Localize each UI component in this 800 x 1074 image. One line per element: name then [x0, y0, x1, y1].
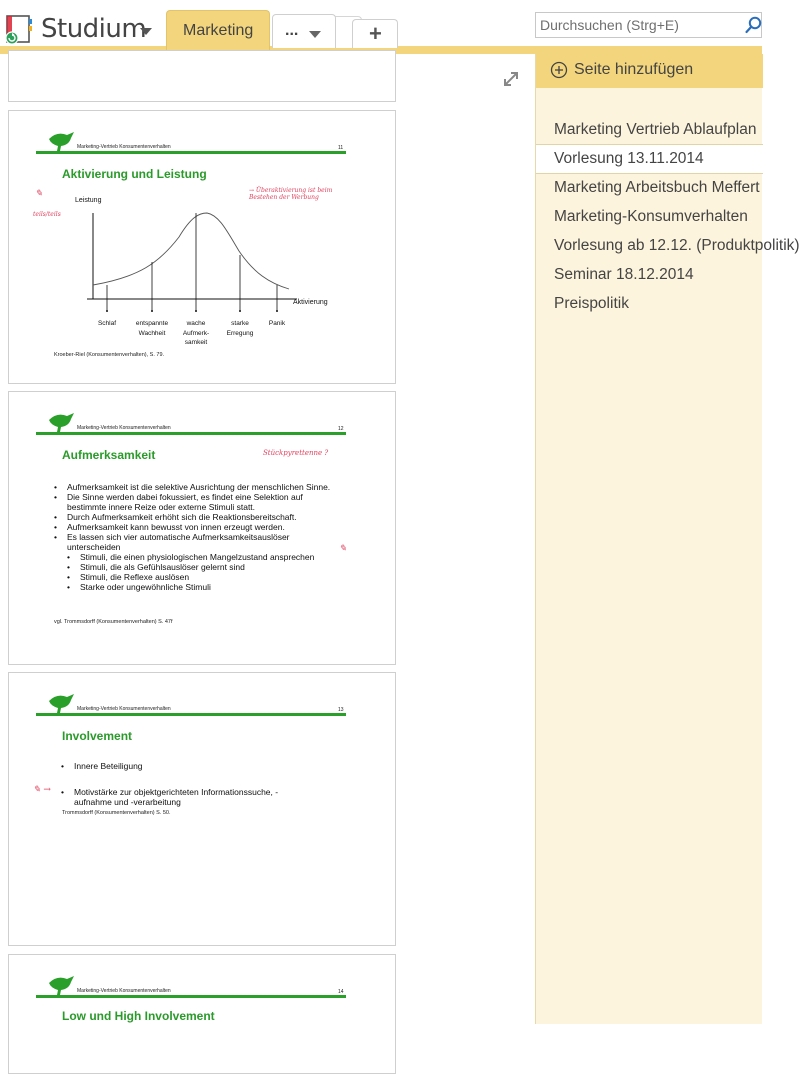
- slide-reference: vgl. Trommsdorff (Konsumentenverhalten) S. 47f: [54, 619, 173, 625]
- activation-performance-chart: [79, 207, 309, 317]
- slide-printout: [8, 50, 396, 102]
- ink-mark: ✎: [339, 544, 347, 554]
- page-list-item[interactable]: Vorlesung 13.11.2014: [554, 150, 704, 167]
- ink-mark: ✎: [35, 189, 43, 199]
- chart-x-label: Aktivierung: [293, 299, 328, 306]
- slide-header-text: Marketing-Vertrieb Konsumentenverhalten: [77, 144, 171, 150]
- bird-logo-icon: [47, 129, 77, 153]
- chart-category-label-line: entspannte: [135, 320, 169, 327]
- chart-curve: [93, 213, 289, 289]
- chart-category-label-line: Aufmerk-: [182, 329, 210, 337]
- search-input[interactable]: [536, 13, 736, 37]
- bullet-item: • Durch Aufmerksamkeit erhöht sich die Reaktionsbereitschaft.: [54, 512, 344, 522]
- more-sections-label: ...: [285, 22, 299, 39]
- chart-category-label: [247, 319, 307, 329]
- bullet-item: • Die Sinne werden dabei fokussiert, es findet eine Selektion auf bestimmte innere Reize oder externe Stimuli statt.: [54, 492, 344, 512]
- add-page-label: Seite hinzufügen: [574, 61, 694, 78]
- search-icon[interactable]: [745, 16, 763, 34]
- bird-logo-icon: [47, 410, 77, 434]
- page-list-item[interactable]: Vorlesung ab 12.12. (Produktpolitik): [554, 237, 800, 254]
- notebook-icon[interactable]: [3, 14, 35, 46]
- slide-printout: [8, 954, 396, 1074]
- slide-header-line: [36, 151, 346, 154]
- page-list-panel: [535, 54, 800, 1024]
- chart-category-label-line: starke: [231, 320, 249, 327]
- sub-bullet-item: • Stimuli, die einen physiologischen Mangelzustand ansprechen: [54, 552, 344, 562]
- chart-y-label: Leistung: [75, 197, 102, 204]
- slide-title: Involvement: [62, 729, 133, 743]
- bullet-item: • Es lassen sich vier automatische Aufmerksamkeitsauslöser unterscheiden: [54, 532, 344, 552]
- chart-marker-dot: [276, 310, 278, 312]
- slide-title: Aufmerksamkeit: [62, 448, 156, 462]
- bullet-item: • Aufmerksamkeit ist die selektive Ausrichtung der menschlichen Sinne.: [54, 482, 344, 492]
- expand-icon[interactable]: [502, 70, 520, 88]
- ink-mark: ✎ →: [33, 785, 51, 795]
- notebook-dropdown-icon[interactable]: [140, 28, 152, 35]
- chart-category-label-line: Schlaf: [97, 320, 117, 327]
- page-list-item[interactable]: Marketing Arbeitsbuch Meffert: [554, 179, 760, 196]
- chart-category-labels: [79, 319, 309, 355]
- slide-title: Low und High Involvement: [62, 1009, 215, 1023]
- slide-header-text: Marketing-Vertrieb Konsumentenverhalten: [77, 706, 171, 712]
- chart-category-label-line: Wachheit: [138, 329, 166, 337]
- bullet-item: • Motivstärke zur objektgerichteten Informationssuche, -aufnahme und -verarbeitung: [61, 787, 301, 807]
- tab-marketing-label: Marketing: [183, 22, 254, 39]
- bullet-list: [54, 482, 344, 592]
- slide-number: 13: [338, 707, 344, 713]
- slide-title: Aktivierung und Leistung: [62, 167, 207, 181]
- tab-marketing[interactable]: [166, 10, 270, 50]
- chart-category-label-line: samkeit: [184, 339, 208, 346]
- slide-printout: [8, 110, 396, 384]
- search-box[interactable]: [535, 12, 762, 38]
- bullet-item: • Innere Beteiligung: [61, 761, 301, 771]
- slide-header-line: [36, 713, 346, 716]
- chevron-down-icon: [309, 31, 321, 38]
- slide-header-line: [36, 432, 346, 435]
- page-list-item[interactable]: Seminar 18.12.2014: [554, 266, 694, 283]
- add-section-button[interactable]: [352, 19, 398, 48]
- sub-bullet-item: • Stimuli, die Reflexe auslösen: [54, 572, 344, 582]
- slide-number: 11: [338, 145, 344, 151]
- slide-number: 14: [338, 989, 344, 995]
- slide-printout: [8, 672, 396, 946]
- bird-logo-icon: [47, 973, 77, 997]
- bullet-item: • Aufmerksamkeit kann bewusst von innen erzeugt werden.: [54, 522, 344, 532]
- slide-header-text: Marketing-Vertrieb Konsumentenverhalten: [77, 988, 171, 994]
- ink-note-right: Stückpyrettenne ?: [263, 449, 329, 457]
- sub-bullet-item: • Starke oder ungewöhnliche Stimuli: [54, 582, 344, 592]
- chart-category-label-line: Erregung: [226, 329, 254, 337]
- page-list-item[interactable]: Marketing-Konsumverhalten: [554, 208, 748, 225]
- ink-note-left: teils/teils: [33, 211, 61, 218]
- bird-logo-icon: [47, 691, 77, 715]
- chart-marker-dot: [151, 310, 153, 312]
- title-bar: [0, 0, 762, 56]
- plus-circle-icon: [550, 61, 568, 79]
- slide-reference: Kroeber-Riel (Konsumentenverhalten), S. 79.: [54, 352, 165, 358]
- page-list-item[interactable]: Preispolitik: [554, 295, 629, 312]
- slide-reference: Trommsdorff (Konsumentenverhalten) S. 50.: [62, 810, 171, 816]
- tab-more-sections[interactable]: [272, 14, 336, 48]
- chart-category-label-line: wache: [186, 320, 206, 327]
- sub-bullet-item: • Stimuli, die als Gefühlsauslöser gelernt sind: [54, 562, 344, 572]
- slide-number: 12: [338, 426, 344, 432]
- plus-icon: +: [369, 21, 382, 46]
- page-list-item[interactable]: Marketing Vertrieb Ablaufplan: [554, 121, 757, 138]
- page-canvas[interactable]: [0, 56, 535, 1024]
- chart-category-label-line: Panik: [268, 320, 286, 327]
- add-page-button[interactable]: [536, 54, 763, 88]
- slide-header-line: [36, 995, 346, 998]
- slide-header-text: Marketing-Vertrieb Konsumentenverhalten: [77, 425, 171, 431]
- chart-marker-dot: [239, 310, 241, 312]
- slide-printout: [8, 391, 396, 665]
- chart-marker-dot: [106, 310, 108, 312]
- notebook-title[interactable]: Studium: [41, 14, 147, 44]
- chart-marker-dot: [195, 310, 197, 312]
- ink-note-right: → Überaktivierung ist beim Bestehen der Werbung: [249, 187, 333, 201]
- bullet-list: [61, 761, 301, 807]
